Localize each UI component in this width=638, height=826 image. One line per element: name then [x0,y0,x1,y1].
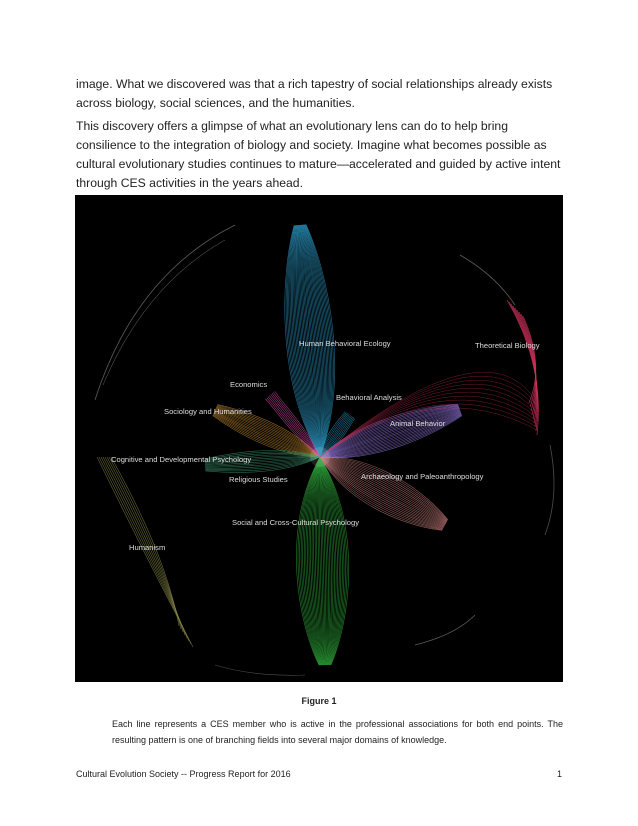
label-archaeology-paleoanthropology: Archaeology and Paleoanthropology [361,472,484,481]
paragraph-consilience: This discovery offers a glimpse of what an evolutionary lens can do to help bring consilience to the integration of biology and society. Imagine what becomes possible as cultural evolutionary studies continues to mature—accelerated and guided by active intent through CES activities in the years ahead. [76,119,561,190]
sociology-edge [215,410,320,457]
archaeology-edge [320,457,448,520]
label-economics: Economics [230,380,268,389]
label-humanism: Humanism [129,543,166,552]
periphery-arc [95,225,235,400]
periphery-arc [103,240,225,385]
paragraph-intro: image. What we discovered was that a rich tapestry of social relationships already exists across biology, social sciences, and the humanities. [76,77,553,110]
network-graph [75,195,563,682]
figure-caption-body: Each line represents a CES member who is active in the professional associations for both end points. The resulting pattern is one of branching fields into several major domains of knowledge. [112,719,563,745]
label-cognitive-developmental-psychology: Cognitive and Developmental Psychology [111,455,252,464]
network-hub [310,447,330,467]
footer-page-number: 1 [556,769,562,779]
label-theoretical-biology: Theoretical Biology [475,341,540,350]
periphery-arc [545,445,554,535]
animal-behavior-edge [320,404,458,457]
label-human-behavioral-ecology: Human Behavioral Ecology [299,339,391,348]
archaeology-edge [320,457,445,525]
archaeology-edge [320,457,445,525]
footer-report-title: Cultural Evolution Society -- Progress Report for 2016 [76,769,291,779]
figure-caption-title: Figure 1 [301,696,337,706]
theoretical-biology-edge [320,376,537,457]
periphery-arc [215,665,305,675]
label-religious-studies: Religious Studies [229,475,288,484]
label-animal-behavior: Animal Behavior [390,419,446,428]
periphery-arc [460,255,515,305]
network-figure [75,195,563,682]
periphery-arc [415,615,475,645]
label-social-cross-cultural-psychology: Social and Cross-Cultural Psychology [232,518,360,527]
label-sociology-humanities: Sociology and Humanities [164,407,252,416]
label-behavioral-analysis: Behavioral Analysis [336,393,402,402]
